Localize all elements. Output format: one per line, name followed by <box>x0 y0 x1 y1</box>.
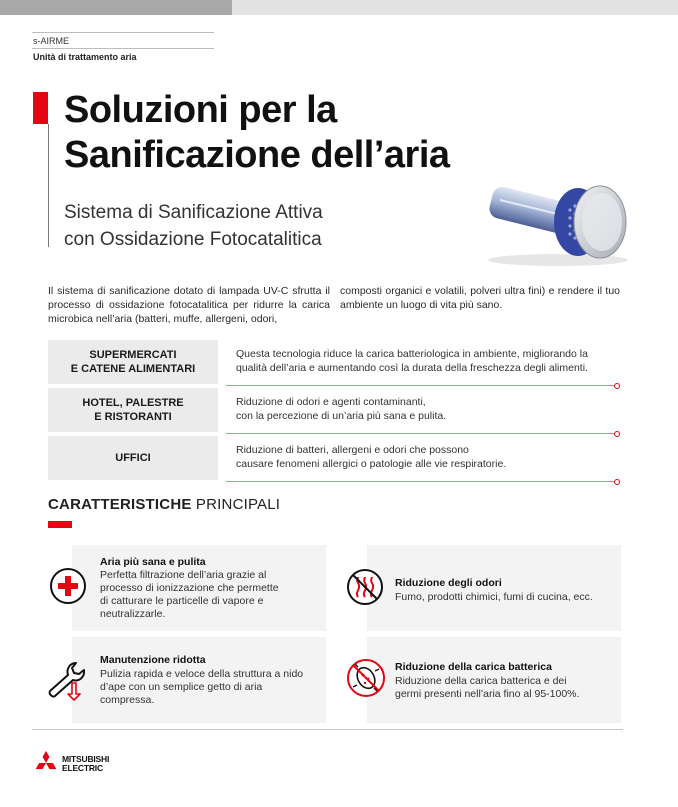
feature-title: Riduzione degli odori <box>395 577 502 589</box>
title-accent-bar <box>33 92 48 124</box>
section-tag: Unità di trattamento aria <box>33 52 137 62</box>
page-title-line2: Sanificazione dell’aria <box>64 134 450 176</box>
feature-text-line: neutralizzarle. <box>100 608 166 620</box>
feature-text-line: Pulizia rapida e veloce della struttura a nido <box>100 668 304 680</box>
application-label-line1: HOTEL, PALESTRE <box>82 397 184 409</box>
application-row-offices <box>48 436 620 480</box>
application-divider <box>226 481 616 482</box>
page-title <box>64 88 544 178</box>
feature-text-line: di catturare le particelle di vapore e <box>100 595 264 607</box>
mitsubishi-logo-icon <box>33 750 59 776</box>
application-divider <box>226 385 616 386</box>
application-description-line1: Riduzione di odori e agenti contaminanti, <box>236 396 426 408</box>
intro-text-right: composti organici e volatili, polveri ultra fini) e rendere il tuo ambiente un luogo di vita più sano. <box>340 285 620 311</box>
intro-text-left: Il sistema di sanificazione dotato di lampada UV-C sfrutta il processo di ossidazione fotocatalitica per ridurre la carica microbica nell’aria (batteri, muffe, allergeni, odori, <box>48 285 330 325</box>
features-heading-bar <box>48 521 72 528</box>
application-label-line2: E CATENE ALIMENTARI <box>70 363 196 375</box>
feature-text <box>100 569 320 621</box>
feature-text-line: d’ape con un semplice getto di aria <box>100 681 263 693</box>
application-description-line2: con la percezione di un’aria più sana e pulita. <box>236 410 447 422</box>
feature-text <box>395 675 617 701</box>
page-title-line1: Soluzioni per la <box>64 89 337 131</box>
no-bacteria-icon <box>345 657 387 699</box>
header-rule-top <box>32 32 214 33</box>
feature-title: Riduzione della carica batterica <box>395 661 552 673</box>
page-subtitle-line2: con Ossidazione Fotocatalitica <box>64 229 322 250</box>
brand-logo-line1: MITSUBISHI <box>62 754 110 764</box>
features-heading <box>48 496 280 513</box>
feature-text-line: germi presenti nell’aria fino al 95-100%. <box>395 688 580 700</box>
wrench-icon <box>46 657 90 701</box>
no-odor-icon <box>345 567 385 607</box>
application-description-line1: Riduzione di batteri, allergeni e odori che possono <box>236 444 469 456</box>
page-subtitle-line1: Sistema di Sanificazione Attiva <box>64 202 323 223</box>
application-description <box>236 347 620 375</box>
title-side-line <box>48 124 49 247</box>
header-rule-middle <box>32 48 214 49</box>
feature-text-line: Fumo, prodotti chimici, fumi di cucina, ecc. <box>395 591 593 603</box>
feature-text-line: compressa. <box>100 694 155 706</box>
application-label-line1: UFFICI <box>115 452 151 464</box>
application-description <box>236 395 620 423</box>
feature-text-line: Riduzione della carica batterica e dei <box>395 675 567 687</box>
footer-divider <box>32 729 623 730</box>
uvc-lamp-product-image <box>478 170 638 270</box>
features-heading-light: PRINCIPALI <box>191 496 281 513</box>
application-description-line2: qualità dell’aria e aumentando così la durata della freschezza degli alimenti. <box>236 362 588 374</box>
feature-text-line: Perfetta filtrazione dell’aria grazie al <box>100 569 267 581</box>
application-description-line2: causare fenomeni allergici o patologie alle vie respiratorie. <box>236 458 507 470</box>
application-row-supermarkets <box>48 340 620 384</box>
brand-name: s-AIRME <box>33 36 69 46</box>
top-bar-light <box>232 0 678 15</box>
feature-title: Aria più sana e pulita <box>100 556 206 568</box>
page-subtitle <box>64 199 404 253</box>
features-heading-bold: CARATTERISTICHE <box>48 496 192 513</box>
feature-text <box>395 591 617 604</box>
application-row-hotels <box>48 388 620 432</box>
application-label <box>48 436 218 480</box>
top-bar-dark <box>0 0 232 15</box>
brand-logo-text <box>62 755 109 773</box>
feature-text-line: processo di ionizzazione che permette <box>100 582 279 594</box>
plus-circle-icon <box>48 566 88 606</box>
brand-logo-line2: ELECTRIC <box>62 763 103 773</box>
feature-title: Manutenzione ridotta <box>100 654 206 666</box>
application-label-line1: SUPERMERCATI <box>89 349 177 361</box>
application-divider <box>226 433 616 434</box>
application-description-line1: Questa tecnologia riduce la carica batteriologica in ambiente, migliorando la <box>236 348 588 360</box>
application-label-line2: E RISTORANTI <box>94 411 172 423</box>
application-label <box>48 388 218 432</box>
application-label <box>48 340 218 384</box>
application-divider-dot <box>614 479 620 485</box>
feature-text <box>100 668 322 707</box>
application-description <box>236 443 620 471</box>
